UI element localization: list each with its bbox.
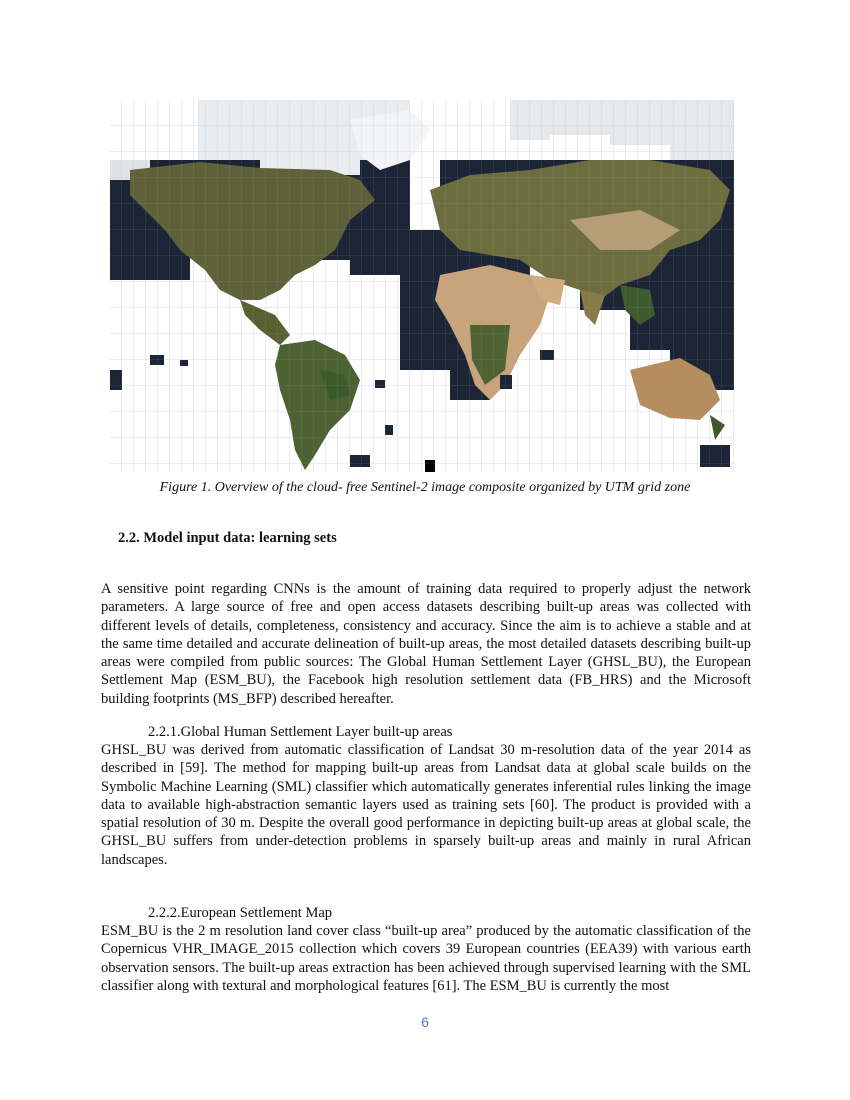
subsection-paragraph-ghsl: GHSL_BU was derived from automatic classification of Landsat 30 m-resolution data of the year 2014 as described in [59]. The method for mapping built-up areas from Landsat data at global scale builds on the Symbolic Machine Learning (SML) classifier which automatically generates inferential rules linking the image data to available high-abstraction semantic layers used as training sets [60]. The product is provided with a spatial resolution of 30 m. Despite the overall good performance in depicting built-up areas at global scale, the GHSL_BU suffers from under-detection problems in sparsely built-up areas and mainly in rural African landscapes. <box>101 742 751 868</box>
world-map-image <box>110 100 734 472</box>
subsection-heading-esm: 2.2.2.European Settlement Map <box>148 905 333 921</box>
figure-map <box>110 100 734 472</box>
section-heading: 2.2. Model input data: learning sets <box>118 530 337 546</box>
section-paragraph: A sensitive point regarding CNNs is the amount of training data required to properly adjust the network parameters. A large source of free and open access datasets describing built-up areas was collected with different levels of details, completeness, consistency and accuracy. Since the aim is to achieve a stable and at the same time detailed and accurate delineation of built-up areas, the most detailed datasets describing built-up areas were compiled from public sources: The Global Human Settlement Layer (GHSL_BU), the European Settlement Map (ESM_BU), the Facebook high resolution settlement data (FB_HRS) and the Microsoft building footprints (MS_BFP) described hereafter. <box>101 581 751 707</box>
subsection-heading-ghsl: 2.2.1.Global Human Settlement Layer built-up areas <box>148 724 453 740</box>
page-number: 6 <box>421 1014 429 1030</box>
figure-caption: Figure 1. Overview of the cloud- free Sentinel-2 image composite organized by UTM grid zone <box>159 480 691 495</box>
subsection-paragraph-esm: ESM_BU is the 2 m resolution land cover class “built-up area” produced by the automatic classification of the Copernicus VHR_IMAGE_2015 collection which covers 39 European countries (EEA39) with various earth observation sensors. The built-up areas extraction has been achieved through supervised learning with the SML classifier along with textural and morphological features [61]. The ESM_BU is currently the most <box>101 923 751 994</box>
